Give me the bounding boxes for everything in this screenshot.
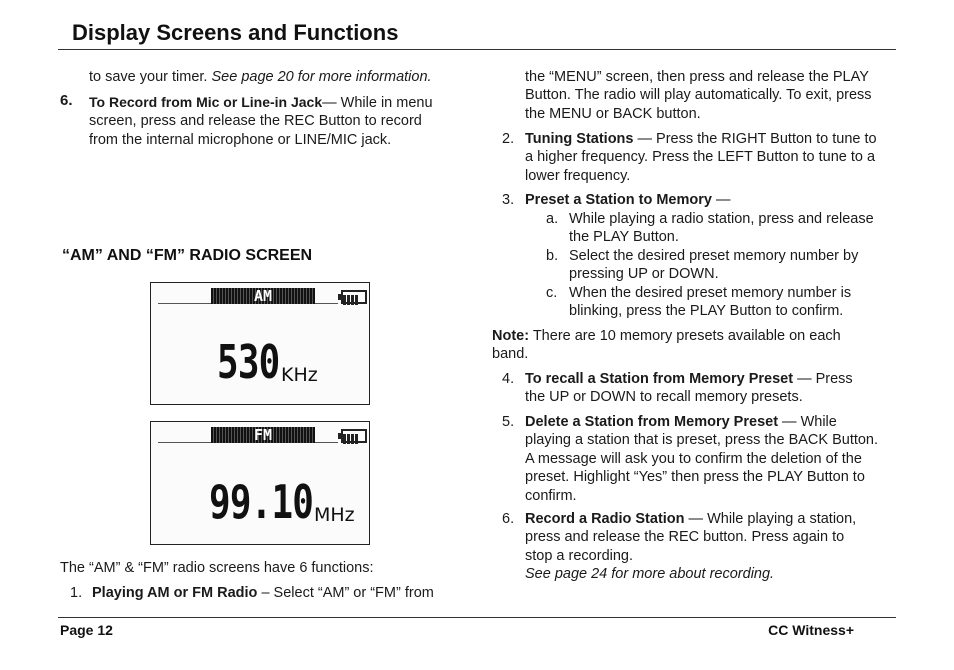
function4-title: To recall a Station from Memory Preset [525, 371, 794, 387]
function6-line3: stop a recording. [525, 547, 634, 564]
function3-title: Preset a Station to Memory [525, 192, 712, 208]
function4-paragraph [525, 370, 853, 407]
fm-band-label: FM [211, 427, 315, 443]
function3c-letter: c. [546, 285, 558, 301]
function1-cont-line3: the MENU or BACK button. [525, 105, 701, 122]
function2-title: Tuning Stations [525, 131, 634, 147]
function6-number: 6. [502, 511, 515, 527]
function5-title: Delete a Station from Memory Preset [525, 414, 779, 430]
function5-line5: confirm. [525, 487, 577, 504]
section-heading: “AM” AND “FM” RADIO SCREEN [62, 247, 313, 264]
function2-line2: a higher frequency. Press the LEFT Button to tune to a [525, 149, 876, 166]
battery-nub [338, 294, 341, 300]
function3a-letter: a. [546, 211, 559, 227]
item6-line3: from the internal microphone or LINE/MIC jack. [89, 131, 392, 148]
note-paragraph [492, 327, 841, 364]
battery-icon [341, 429, 367, 443]
item6-line2: screen, press and release the REC Button to record [89, 113, 422, 130]
page-number: Page 12 [60, 622, 113, 638]
function6-paragraph [525, 510, 856, 584]
item6-number: 6. [60, 92, 73, 109]
function2-line3: lower frequency. [525, 167, 631, 184]
product-name: CC Witness+ [768, 622, 854, 638]
function6-line2: press and release the REC button. Press again to [525, 529, 845, 546]
note-line1: There are 10 memory presets available on each [529, 328, 841, 344]
item6-dash: — While in menu [322, 95, 433, 111]
function2-line1: — Press the RIGHT Button to tune to [633, 131, 877, 147]
am-frequency: 530 [217, 335, 280, 389]
function3a-paragraph [569, 210, 874, 247]
item6-paragraph [89, 93, 433, 149]
function2-number: 2. [502, 131, 515, 147]
fm-frequency: 99.10 [209, 475, 314, 529]
function2-paragraph [525, 130, 877, 185]
function5-line4: preset. Highlight “Yes” then press the PLAY Button to [525, 469, 865, 486]
page-title: Display Screens and Functions [72, 20, 399, 45]
function6-see-reference: See page 24 for more about recording. [525, 566, 775, 583]
function1-cont-line2: Button. The radio will play automatically. To exit, press [525, 87, 872, 104]
fm-radio-screen [150, 421, 370, 545]
item6-title: To Record from Mic or Line-in Jack [89, 94, 323, 110]
timer-text: to save your timer. [89, 69, 212, 85]
timer-see-reference: See page 20 for more information. [211, 69, 432, 85]
battery-icon [341, 290, 367, 304]
function5-paragraph [525, 413, 878, 505]
header-rule [58, 49, 896, 50]
function5-line2: playing a station that is preset, press the BACK Button. [525, 432, 879, 449]
note-label: Note: [492, 328, 530, 344]
am-band-label: AM [211, 288, 315, 304]
am-unit: KHz [281, 364, 318, 386]
function3c-line2: blinking, press the PLAY Button to confirm. [569, 303, 844, 320]
function3c-paragraph [569, 284, 851, 321]
function1-title: Playing AM or FM Radio [92, 585, 258, 601]
function3a-line2: the PLAY Button. [569, 229, 679, 246]
function4-line1: — Press [793, 371, 853, 387]
function3b-paragraph [569, 247, 858, 284]
functions-intro: The “AM” & “FM” radio screens have 6 functions: [60, 560, 374, 576]
function5-number: 5. [502, 414, 515, 430]
function1-text: – Select “AM” or “FM” from [257, 585, 434, 601]
function3a-line1: While playing a radio station, press and release [569, 211, 874, 227]
function3-paragraph [525, 191, 730, 209]
function1-continued [525, 68, 872, 123]
function6-title: Record a Radio Station [525, 511, 685, 527]
battery-nub [338, 433, 341, 439]
timer-paragraph [89, 68, 432, 86]
footer-rule [58, 617, 896, 618]
function3b-line2: pressing UP or DOWN. [569, 266, 719, 283]
function5-line3: A message will ask you to confirm the deletion of the [525, 450, 862, 467]
function5-line1: — While [778, 414, 837, 430]
function6-line1: — While playing a station, [684, 511, 857, 527]
fm-unit: MHz [314, 504, 355, 526]
function3-number: 3. [502, 192, 515, 208]
function3b-letter: b. [546, 248, 559, 264]
function4-line2: the UP or DOWN to recall memory presets. [525, 389, 803, 406]
function1-paragraph [92, 584, 434, 602]
function4-number: 4. [502, 371, 515, 387]
function1-number: 1. [70, 585, 83, 601]
am-radio-screen [150, 282, 370, 405]
function3c-line1: When the desired preset memory number is [569, 285, 852, 301]
note-line2: band. [492, 346, 529, 363]
function3b-line1: Select the desired preset memory number by [569, 248, 859, 264]
function3-dash: — [711, 192, 731, 208]
function1-cont-line1: the “MENU” screen, then press and release the PLAY [525, 69, 869, 85]
